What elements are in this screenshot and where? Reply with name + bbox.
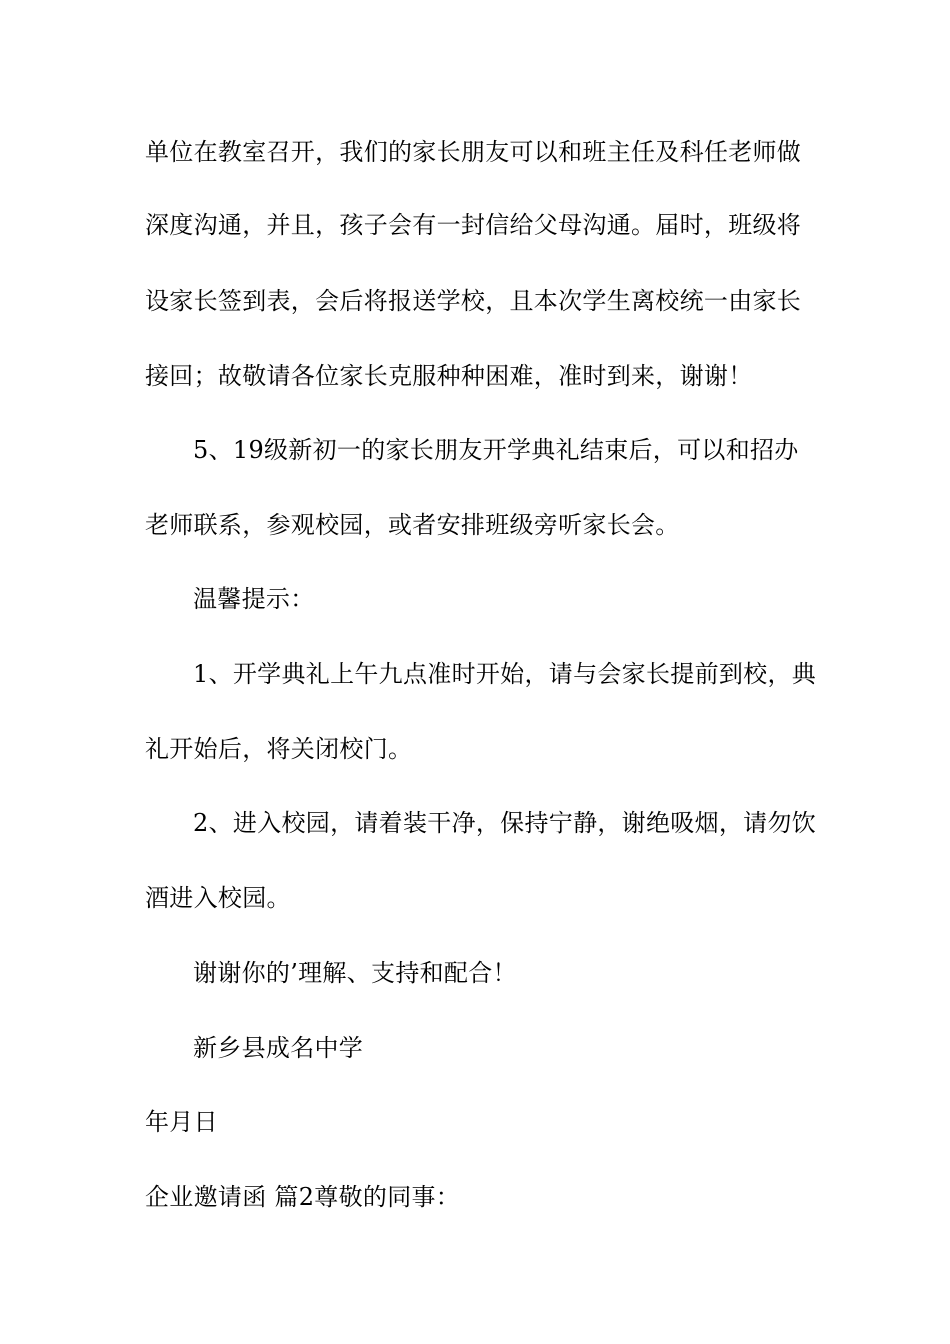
paragraph-line-3: 设家长签到表，会后将报送学校，且本次学生离校统一由家长 (145, 287, 802, 315)
paragraph-line-4: 接回；故敬请各位家长克服种种困难，准时到来，谢谢！ (145, 362, 753, 390)
tip-1-line-2: 礼开始后，将关闭校门。 (145, 735, 413, 763)
next-section-heading: 企业邀请函 篇2尊敬的同事： (145, 1183, 461, 1211)
paragraph-line-2: 深度沟通，并且，孩子会有一封信给父母沟通。届时，班级将 (145, 211, 802, 239)
tips-heading: 温馨提示： (193, 585, 315, 613)
tip-2-line-1: 2、进入校园，请着装干净，保持宁静，谢绝吸烟，请勿饮 (193, 809, 817, 837)
thanks-line: 谢谢你的’理解、支持和配合！ (193, 959, 517, 987)
date-line: 年月日 (145, 1108, 218, 1136)
signature-school: 新乡县成名中学 (193, 1034, 364, 1062)
item-5-line-2: 老师联系，参观校园，或者安排班级旁听家长会。 (145, 511, 680, 539)
item-5-line-1: 5、19级新初一的家长朋友开学典礼结束后，可以和招办 (193, 436, 799, 464)
tip-1-line-1: 1、开学典礼上午九点准时开始，请与会家长提前到校，典 (193, 660, 817, 688)
tip-2-line-2: 酒进入校园。 (145, 884, 291, 912)
paragraph-line-1: 单位在教室召开，我们的家长朋友可以和班主任及科任老师做 (145, 138, 802, 166)
